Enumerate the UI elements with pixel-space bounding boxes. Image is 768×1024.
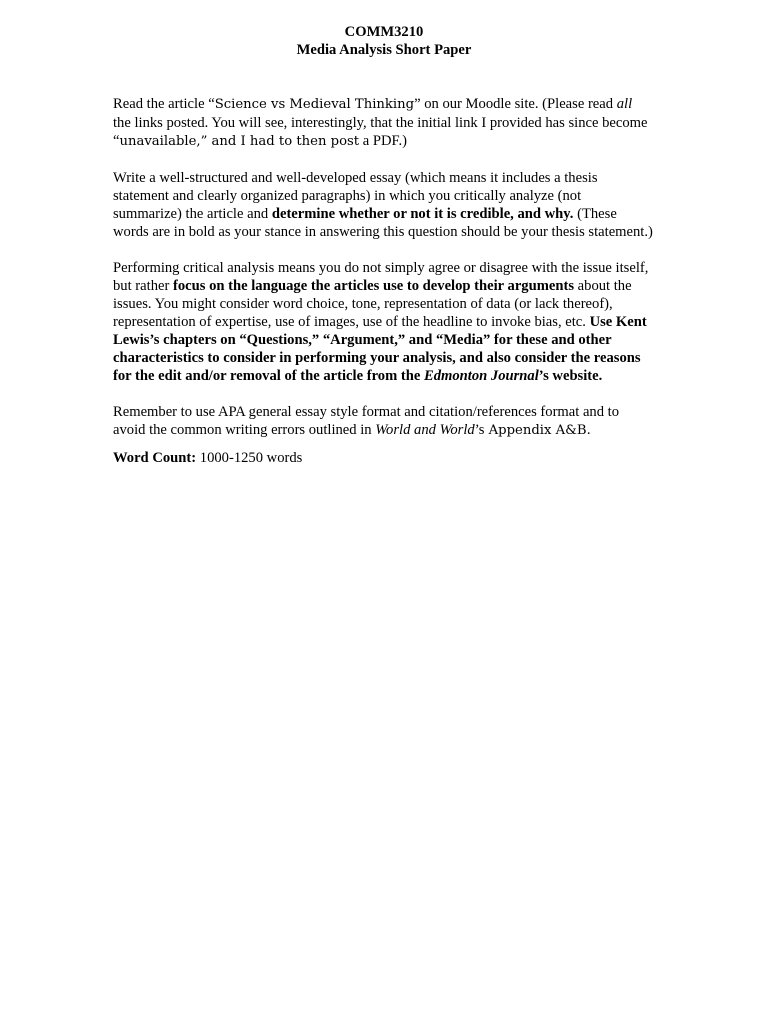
document-header xyxy=(0,23,768,59)
word-count-value: 1000-1250 words xyxy=(196,450,303,466)
article-title: Science vs Medieval Thinking xyxy=(214,97,415,112)
document-body xyxy=(113,95,653,485)
paper-title: Media Analysis Short Paper xyxy=(296,42,472,58)
reading-instructions-paragraph: Read the article “Science vs Medieval Thinking” on our Moodle site. (Please read all the links posted. You will see, interestingly, that the initial link I provided has since become “unavailable,” and I had to then post a PDF.) xyxy=(113,96,648,149)
critical-analysis-paragraph: Performing critical analysis means you do not simply agree or disagree with the issue itself, but rather focus on the language the articles use to develop their arguments about the issues. You might consider word choice, tone, representation of data (or lack thereof), representation of expertise, use of images, use of the headline to invoke bias, etc. Use Kent Lewis’s chapters on “Questions,” “Argument,” and “Media” for these and other characteristics to consider in performing your analysis, and also consider the reasons for the edit and/or removal of the article from the Edmonton Journal’s website. xyxy=(113,260,649,384)
course-code: COMM3210 xyxy=(344,24,424,40)
word-count-label: Word Count: xyxy=(113,450,197,466)
essay-instructions-paragraph: Write a well-structured and well-developed essay (which means it includes a thesis statement and clearly organized paragraphs) in which you critically analyze (not summarize) the article and determine whether or not it is credible, and why. (These words are in bold as your stance in answering this question should be your thesis statement.) xyxy=(113,170,653,240)
format-instructions-paragraph: Remember to use APA general essay style format and citation/references format and to avoid the common writing errors outlined in World and World’s Appendix A&B. xyxy=(113,404,620,438)
thesis-question: determine whether or not it is credible, and why. xyxy=(271,206,574,222)
word-count-line xyxy=(113,449,653,467)
